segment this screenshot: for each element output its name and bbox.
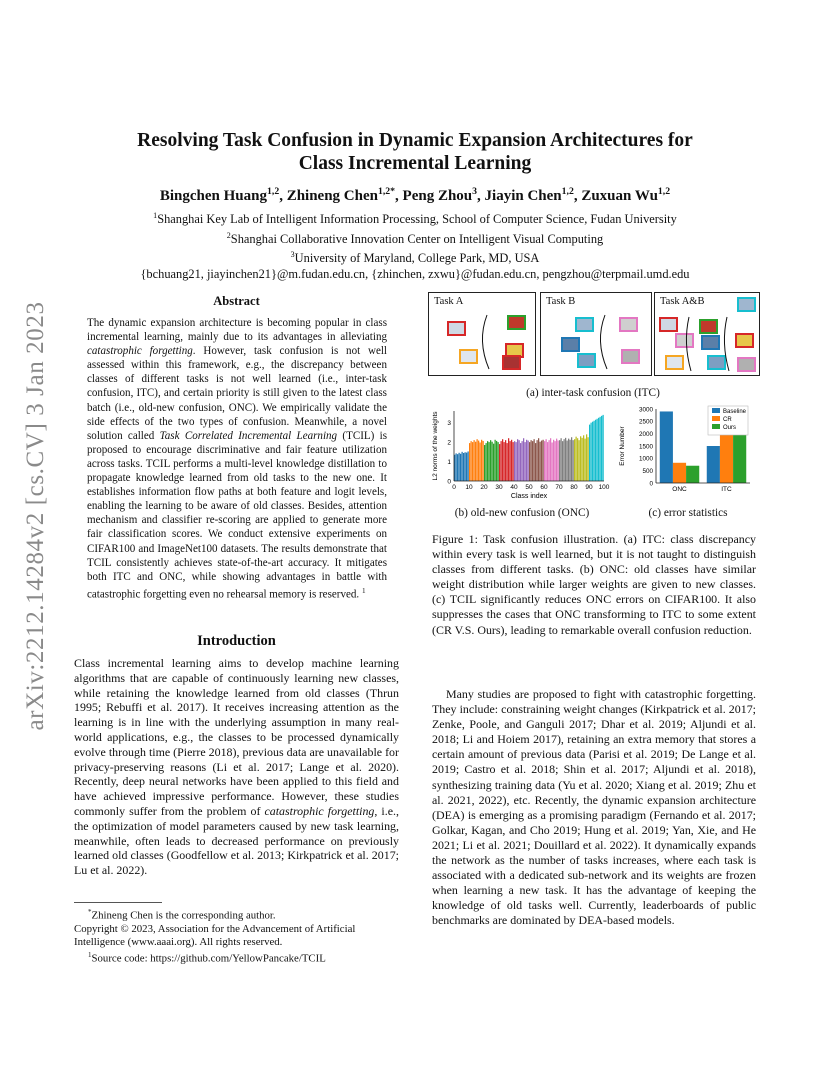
weight-norm-bar	[487, 441, 488, 481]
author-affil-mark: 1,2	[561, 186, 574, 197]
weight-norm-bar	[517, 439, 518, 481]
weight-norm-bar	[472, 442, 473, 481]
weight-norm-bar	[483, 441, 484, 481]
figure-1	[428, 290, 758, 522]
weight-norm-bar	[600, 417, 601, 481]
x-tick-label: 90	[585, 484, 593, 491]
abstract-emphasis: catastrophic forgetting	[87, 345, 193, 358]
weight-norm-bar	[540, 442, 541, 481]
weight-norm-bar	[597, 419, 598, 481]
x-tick-label: 80	[570, 484, 578, 491]
x-tick-label: 40	[510, 484, 518, 491]
legend-swatch	[712, 408, 720, 413]
affiliation-text: University of Maryland, College Park, MD, USA	[294, 251, 540, 266]
subcaption-a: (a) inter-task confusion (ITC)	[526, 387, 660, 399]
weight-norm-bar	[583, 435, 584, 481]
weight-norm-bar	[547, 442, 548, 481]
error-bar	[707, 446, 720, 483]
task-b-panel	[540, 292, 652, 376]
weight-norm-bar	[525, 442, 526, 481]
weight-norm-bar	[598, 418, 599, 481]
abstract-body	[87, 316, 387, 602]
weight-norm-bar	[589, 425, 590, 481]
author-name: Bingchen Huang	[159, 188, 267, 204]
weight-norm-bar	[463, 453, 464, 481]
y-axis-label: Error Number	[619, 426, 626, 466]
affiliation-mark: 3	[290, 250, 295, 260]
weight-norm-bar	[481, 440, 482, 481]
x-axis-label: Class index	[510, 493, 548, 500]
y-tick-label: 2000	[638, 430, 653, 438]
affiliations	[80, 208, 750, 283]
y-tick-label: 2500	[638, 418, 653, 426]
weight-norm-bar	[562, 441, 563, 481]
title-line-1: Resolving Task Confusion in Dynamic Expansion Architectures for	[137, 130, 693, 151]
weight-norm-bar	[514, 441, 515, 481]
weight-norm-bar	[492, 442, 493, 481]
category-label: ITC	[721, 486, 732, 493]
y-tick-label: 1	[447, 458, 451, 466]
panel-label: Task A&B	[660, 296, 705, 307]
weight-norm-bar	[544, 441, 545, 481]
weight-norm-bar	[499, 444, 500, 481]
abstract-emphasis: Task Correlated Incremental Learning	[159, 429, 338, 442]
figure-1-caption: Figure 1: Task confusion illustration. (a) ITC: class discrepancy within every task is well learned, but it is not taught to distinguish classes from different tasks. (b) ONC: old classes have similar weight distribution while larger weights are given to new classes. (c) TCIL significantly reduces ONC errors on CIFAR100. It also suppresses the cases that ONC transforming to ITC to some extent (CR V.S. Ours), leading to remarkable overall confusion reduction.	[432, 532, 756, 637]
weight-norm-bar	[561, 438, 562, 481]
weight-norm-bar	[573, 440, 574, 481]
intro-emphasis: catastrophic forgetting	[264, 803, 375, 818]
weight-norm-bar	[550, 438, 551, 481]
footnote-mark: 1	[361, 586, 366, 595]
author-affil-mark: 1,2*	[377, 186, 396, 197]
subcaption-c: (c) error statistics	[648, 507, 728, 519]
weight-norm-bar	[588, 437, 589, 481]
y-axis-label: L2 norms of the weights	[432, 411, 439, 481]
affiliation-line	[80, 208, 750, 228]
author-affil-mark: 1,2	[267, 186, 280, 197]
weight-norm-bar	[508, 438, 509, 481]
arxiv-side-stamp	[6, 296, 66, 736]
weight-norm-bar	[594, 421, 595, 481]
footnote-text: Source code: https://github.com/YellowPancake/TCIL	[91, 952, 326, 965]
footnote-rule	[74, 902, 162, 903]
task-ab-panel	[654, 292, 760, 376]
weight-norm-bar	[465, 452, 466, 481]
author-name: Zhineng Chen	[286, 188, 378, 204]
right-column-body	[432, 687, 756, 929]
abstract-text: . However, task confusion is not well assessed within this framework, e.g., the discrepancy between classes of different tasks is not well learned (i.e., inter-task confusion, ITC), and certain priority is still given to the latest class batch (i.e., old-new confusion, ONC). We empirically validate the side effects of the two types of confusion. Meanwhile, a novel solution called	[87, 345, 387, 442]
weight-norm-bar	[528, 441, 529, 481]
weight-norm-bar	[553, 440, 554, 481]
weight-norm-bar	[577, 438, 578, 481]
weight-norm-bar	[495, 440, 496, 481]
weight-norm-bar	[510, 441, 511, 481]
weight-norm-bar	[546, 439, 547, 481]
weight-norm-bar	[543, 440, 544, 481]
copyright-notice: Copyright © 2023, Association for the Advancement of Artificial Intelligence (www.aaai.org). All rights reserved.	[74, 922, 356, 948]
weight-norm-bar	[592, 422, 593, 481]
weight-norm-bar	[484, 445, 485, 481]
weight-norm-bar	[535, 443, 536, 481]
decision-boundary-icon	[541, 293, 651, 375]
task-a-panel	[428, 292, 536, 376]
weight-norm-bar	[496, 441, 497, 481]
weight-norm-bar	[568, 439, 569, 481]
author-name: Peng Zhou	[402, 188, 473, 204]
right-column-text: Many studies are proposed to fight with catastrophic forgetting. They include: constraining weight changes (Kirkpatrick et al. 2017; Zenke, Poole, and Ganguli 2017; Dhar et al. 2019; Aljundi et al. 2018; Li and Hoiem 2017), retaining an extra memory that stores a certain amount of previous data (Parisi et al. 2019; De Lange et al. 2019; Castro et al. 2018; Shin et al. 2017; Aljundi et al. 2018), synthesizing training data (Yu et al. 2020; Xiang et al. 2019; Zhu et al. 2021, 2022), etc. Recently, the dynamic expansion architecture (DEA) is emerging as a promising paradigm (Fernando et al. 2017; Golkar, Kagan, and Cho 2019; Hung et al. 2019; Yan, Xie, and He 2021; Li et al. 2021; Douillard et al. 2022). It dynamically expands the network as the number of tasks increases, where each task is associated with a dedicated sub-network and its weights are frozen when learning a new task. It has the advantage of keeping the knowledge of old tasks well. Currently, leaderboards of public benchmarks are dominated by DEA-based models.	[432, 687, 756, 928]
weight-norm-bar	[556, 439, 557, 481]
panel-label: Task B	[546, 296, 576, 307]
weight-norm-bar	[478, 441, 479, 481]
intro-text: , i.e., the optimization of model parameters caused by new task learning, meanwhile, often leads to decreased performance on previously learned old classes (Goodfellow et al. 2013; Kirkpatrick et al. 2017; Lu et al. 2022).	[74, 803, 400, 878]
category-label: ONC	[672, 486, 687, 493]
weight-norm-bar	[595, 420, 596, 481]
y-tick-label: 500	[642, 467, 653, 475]
author-emails: {bchuang21, jiayinchen21}@m.fudan.edu.cn, {zhinchen, zxwu}@fudan.edu.cn, pengzhou@terpmail.umd.edu	[140, 267, 690, 282]
weight-norm-bar	[501, 441, 502, 481]
author-name: Zuxuan Wu	[581, 188, 658, 204]
affiliation-text: Shanghai Key Lab of Intelligent Information Processing, School of Computer Science, Fudan University	[157, 212, 677, 227]
legend-label: Ours	[723, 425, 737, 431]
weight-norm-bar	[576, 437, 577, 481]
legend-label: CR	[723, 417, 732, 423]
weight-norm-bar	[475, 442, 476, 481]
weight-norm-bar	[567, 441, 568, 481]
x-tick-label: 20	[480, 484, 488, 491]
weight-norm-bar	[507, 443, 508, 481]
author-affil-mark: 3	[472, 186, 478, 197]
footnote-text: Zhineng Chen is the corresponding author.	[91, 909, 276, 922]
y-tick-label: 1500	[638, 443, 653, 451]
weight-norm-bar	[468, 451, 469, 481]
abstract-text: (TCIL) is proposed to encourage discriminative and fair feature utilization across tasks. TCIL performs a multi-level knowledge distillation to propagate knowledge learned from old tasks to the new one. It establishes information flow paths at both feature and logit levels, enabling the learning to be aware of old classes. Besides, attention mechanism and classifier re-scoring are applied to generate more fair classification scores. We conduct extensive experiments on CIFAR100 and ImageNet100 datasets. The results demonstrate that TCIL consistently achieves state-of-the-art accuracy. It mitigates both ITC and ONC, while showing advantages in battle with catastrophic forgetting even no rehearsal memory is reserved.	[87, 429, 388, 601]
weight-norm-bar	[460, 454, 461, 481]
weight-norm-bar	[565, 438, 566, 481]
weight-norm-bar	[456, 453, 457, 481]
weight-norm-bar	[519, 440, 520, 481]
paper-title	[90, 129, 740, 175]
affiliation-mark: 1	[153, 211, 158, 220]
weight-norm-bar	[532, 441, 533, 481]
weight-norm-bar	[537, 440, 538, 481]
author-name: Jiayin Chen	[484, 188, 562, 204]
weight-norm-bar	[534, 439, 535, 481]
weight-norm-bar	[549, 440, 550, 481]
weight-norm-bar	[579, 440, 580, 481]
weight-norm-bar	[558, 441, 559, 481]
weight-norm-bar	[469, 443, 470, 481]
y-tick-label: 0	[447, 478, 451, 486]
affiliation-line	[80, 247, 750, 267]
abstract-heading: Abstract	[213, 294, 260, 308]
weight-norm-bar	[559, 440, 560, 481]
panel-label: Task A	[434, 296, 464, 307]
legend-label: Baseline	[723, 409, 747, 415]
subcaption-b: (b) old-new confusion (ONC)	[454, 507, 590, 519]
author-list: Bingchen Huang$^{1,2}$, Zhineng Chen$^{1,2*}$, Peng Zhou$^3$, Jiayin Chen$^{1,2}$, Zuxuan Wu$^{1,2}$	[159, 186, 671, 204]
weight-norm-bar	[538, 438, 539, 481]
weight-norm-bar	[570, 440, 571, 481]
footnote-corresponding	[74, 906, 399, 923]
weight-norm-bar	[571, 437, 572, 481]
x-tick-label: 0	[452, 484, 456, 491]
abstract-text: The dynamic expansion architecture is becoming popular in class incremental learning, mainly due to its advantages in alleviating	[87, 317, 387, 344]
weight-norm-bar	[486, 443, 487, 481]
decision-boundary-icon	[429, 293, 535, 375]
y-tick-label: 0	[649, 480, 653, 488]
weight-norm-bar	[520, 443, 521, 481]
legend-swatch	[712, 416, 720, 421]
decision-boundary-icon	[655, 293, 759, 375]
weight-norm-bar	[555, 441, 556, 481]
weight-norm-bar	[459, 453, 460, 481]
y-tick-label: 3	[447, 419, 451, 427]
weight-norm-bar	[531, 440, 532, 481]
weight-norm-bar	[585, 439, 586, 481]
affiliation-mark: 2	[226, 230, 231, 240]
title-line-2: Class Incremental Learning	[298, 153, 532, 174]
weight-norm-bar	[477, 439, 478, 481]
author-affil-mark: 1,2	[657, 186, 671, 197]
weight-norm-bar	[471, 441, 472, 481]
weight-norm-bar	[564, 439, 565, 481]
onc-weight-norm-chart	[428, 403, 618, 503]
weight-norm-bar	[466, 453, 467, 481]
weight-norm-bar	[601, 416, 602, 481]
footnote-source	[74, 949, 399, 966]
weight-norm-bar	[591, 423, 592, 481]
weight-norm-bar	[480, 443, 481, 482]
weight-norm-bar	[516, 442, 517, 481]
error-bar	[660, 411, 673, 483]
weight-norm-bar	[580, 436, 581, 481]
weight-norm-bar	[586, 434, 587, 481]
weight-norm-bar	[522, 441, 523, 481]
weight-norm-bar	[552, 443, 553, 482]
legend-swatch	[712, 424, 720, 429]
introduction-heading: Introduction	[197, 633, 276, 649]
weight-norm-bar	[505, 440, 506, 481]
weight-norm-bar	[489, 442, 490, 481]
weight-norm-bar	[526, 440, 527, 481]
weight-norm-bar	[457, 454, 458, 481]
x-tick-label: 30	[495, 484, 503, 491]
weight-norm-bar	[493, 444, 494, 481]
x-tick-label: 70	[555, 484, 563, 491]
y-tick-label: 2	[447, 439, 451, 447]
weight-norm-bar	[513, 442, 514, 481]
weight-norm-bar	[474, 440, 475, 481]
y-tick-label: 1000	[638, 455, 653, 463]
footnote-mark: *	[88, 908, 92, 916]
error-bar	[686, 466, 699, 483]
error-statistics-chart	[616, 403, 756, 503]
arxiv-id: arXiv:2212.14284v2 [cs.CV] 3 Jan 2023	[22, 301, 49, 731]
weight-norm-bar	[462, 452, 463, 481]
x-tick-label: 100	[598, 484, 610, 491]
affiliation-text: Shanghai Collaborative Innovation Center on Intelligent Visual Computing	[230, 231, 604, 246]
error-bar	[673, 463, 686, 483]
footnotes	[74, 902, 399, 965]
weight-norm-bar	[490, 440, 491, 481]
weight-norm-bar	[529, 442, 530, 481]
weight-norm-bar	[603, 415, 604, 481]
introduction-body	[74, 656, 399, 878]
y-tick-label: 3000	[638, 406, 653, 414]
weight-norm-bar	[498, 442, 499, 481]
x-tick-label: 60	[540, 484, 548, 491]
weight-norm-bar	[574, 439, 575, 481]
affiliation-line	[80, 228, 750, 248]
weight-norm-bar	[582, 438, 583, 481]
x-tick-label: 10	[465, 484, 473, 491]
intro-text: Class incremental learning aims to develop machine learning algorithms that are capable of continuously learning new classes, while retaining the knowledge learned from old classes (Thrun 1995; Rebuffi et al. 2017). It receives increasing attention as the learning is in line with the underlying assumption in many real-world applications, e.g., the classes to be processed dynamically evolve through time (Pierre 2018), previous data are unavailable for privacy-preserving reasons (Li et al. 2017; Lange et al. 2020). Recently, deep neural networks have been applied to this field and have achieved impressive performance. However, these studies commonly suffer from the problem of	[74, 656, 399, 818]
weight-norm-bar	[502, 439, 503, 481]
weight-norm-bar	[511, 440, 512, 481]
x-tick-label: 50	[525, 484, 533, 491]
weight-norm-bar	[504, 442, 505, 481]
footnote-mark: 1	[88, 950, 92, 959]
weight-norm-bar	[541, 441, 542, 481]
weight-norm-bar	[523, 438, 524, 481]
